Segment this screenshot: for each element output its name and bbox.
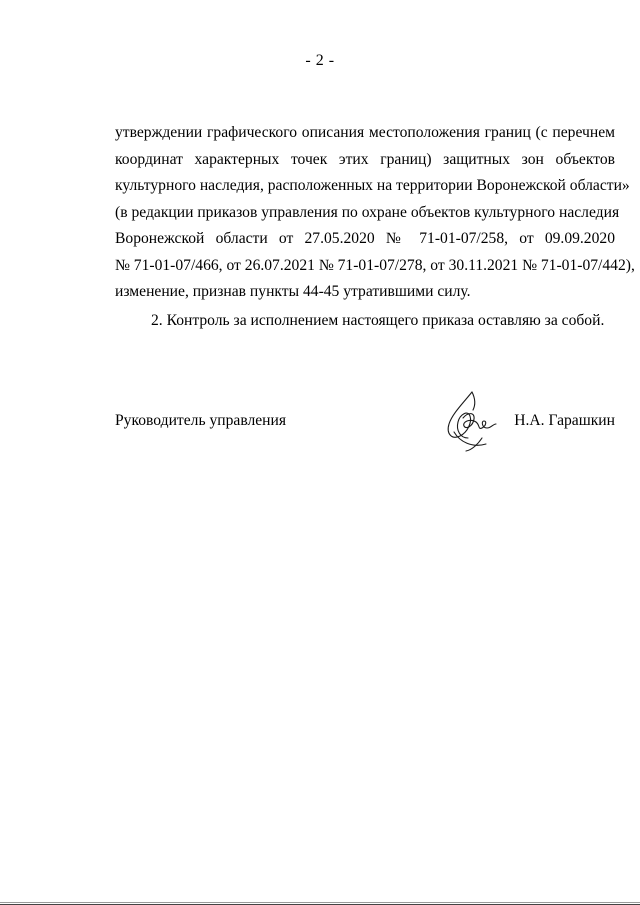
paragraph-line: утверждении графического описания местоположения границ (с перечнем	[115, 124, 615, 141]
signature-block	[115, 410, 615, 470]
page-number: - 2 -	[305, 52, 335, 69]
paragraph-line: изменение, признав пункты 44-45 утратившими силу.	[115, 283, 471, 300]
handwritten-signature	[442, 388, 504, 454]
paragraph-line: координат характерных точек этих границ) защитных зон объектов	[115, 150, 615, 168]
document-body	[115, 120, 635, 334]
paragraph-line: Воронежской области от 27.05.2020 № 71-01-07/258, от 09.09.2020	[115, 230, 615, 247]
signer-title: Руководитель управления	[115, 412, 287, 429]
paragraph-line: культурного наследия, расположенных на территории Воронежской области»	[115, 177, 630, 194]
signer-name: Н.А. Гарашкин	[514, 412, 615, 429]
paragraph-line: № 71-01-07/466, от 26.07.2021 № 71-01-07/278, от 30.11.2021 № 71-01-07/442),	[115, 256, 635, 274]
scan-edge-line	[0, 902, 640, 903]
item-2-text: 2. Контроль за исполнением настоящего приказа оставляю за собой.	[151, 311, 605, 329]
paragraph-line: (в редакции приказов управления по охране объектов культурного наследия	[115, 203, 620, 221]
